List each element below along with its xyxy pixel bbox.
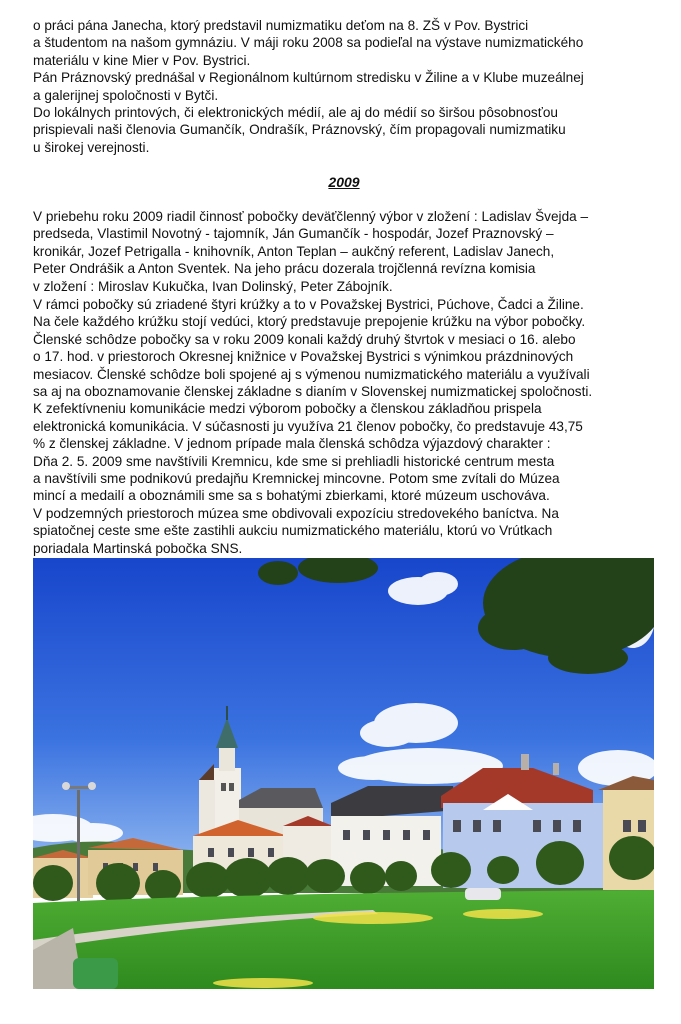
text-line: a galerijnej spoločnosti v Bytči. [33,87,219,103]
text-line: a študentom na našom gymnáziu. V máji roku 2008 sa podieľal na výstave numizmatického [33,35,584,51]
kremnica-town-photo [33,558,654,989]
text-line: V podzemných priestoroch múzea sme obdivovali expozíciu stredovekého baníctva. Na [33,505,559,521]
text-line: u širokej verejnosti. [33,139,150,155]
photo-illustration [33,558,654,989]
text-line: Pán Práznovský prednášal v Regionálnom kultúrnom stredisku v Žiline a v Klube muzeálnej [33,70,584,86]
body-paragraph [33,296,655,557]
parked-car [465,888,501,900]
waste-bin [73,958,118,989]
text-line: Peter Ondrášik a Anton Sventek. Na jeho prácu dozerala trojčlenná revízna komisia [33,261,536,277]
section-heading: 2009 [328,174,360,190]
text-line: predseda, Vlastimil Novotný - tajomník, Ján Gumančík - hospodár, Jozef Praznovský – [33,226,554,242]
text-line: Dňa 2. 5. 2009 sme navštívili Kremnicu, kde sme si prehliadli historické centrum mesta [33,453,555,469]
text-line: Do lokálnych printových, či elektronických médií, ale aj do médií so širšou pôsobnosťou [33,105,558,121]
text-line: o 17. hod. v priestoroch Okresnej knižnice v Považskej Bystrici s výnimkou prázdninových [33,349,574,365]
committee-paragraph [33,208,655,295]
text-line: elektronická komunikácia. V súčasnosti ju využíva 21 členov pobočky, čo predstavuje 43,75 [33,418,583,434]
text-line: V priebehu roku 2009 riadil činnosť pobočky deväťčlenný výbor v zložení : Ladislav Švejda – [33,209,589,224]
text-line: o práci pána Janecha, ktorý predstavil numizmatiku deťom na 8. ZŠ v Pov. Bystrici [33,18,529,33]
text-line: sa aj na oboznamovanie členskej základne s dianím v Slovenskej numizmatickej spoločnosti. [33,384,593,400]
text-line: V rámci pobočky sú zriadené štyri krúžky a to v Považskej Bystrici, Púchove, Čadci a Žiline. [33,297,584,312]
text-line: a navštívili sme podnikovú predajňu Kremnickej mincovne. Potom sme zvítali do Múzea [33,471,560,487]
lawn [33,890,654,989]
text-line: v zložení : Miroslav Kukučka, Ivan Dolinský, Peter Zábojník. [33,278,393,294]
text-line: mincí a medailí a oboznámili sme sa s bohatými zbierkami, ktoré múzeum uschováva. [33,488,550,504]
text-line: poriadala Martinská pobočka SNS. [33,540,243,556]
text-line: K zefektívneniu komunikácie medzi výborom pobočky a členskou základňou prispela [33,401,542,417]
text-line: % z členskej základne. V jednom prípade mala členská schôdza výjazdový charakter : [33,436,551,452]
text-line: mesiacov. Členské schôdze boli spojené aj s výmenou numizmatického materiálu a využívali [33,366,590,382]
intro-paragraph [33,17,655,156]
text-line: kronikár, Jozef Petrigalla - knihovník, Anton Teplan – aukčný referent, Ladislav Janech, [33,243,555,259]
text-line: materiálu v kine Mier v Pov. Bystrici. [33,52,251,68]
text-line: Členské schôdze pobočky sa v roku 2009 konali každý druhý štvrtok v mesiaci o 16. alebo [33,331,576,347]
text-line: prispievali naši členovia Gumančík, Ondrašík, Práznovský, čím propagovali numizmatiku [33,122,566,138]
text-line: spiatočnej ceste sme ešte zastihli aukciu numizmatického materiálu, ktorú vo Vrútkach [33,523,553,539]
text-line: Na čele každého krúžku stojí vedúci, ktorý predstavuje prepojenie krúžku na výbor pobočky. [33,314,586,330]
